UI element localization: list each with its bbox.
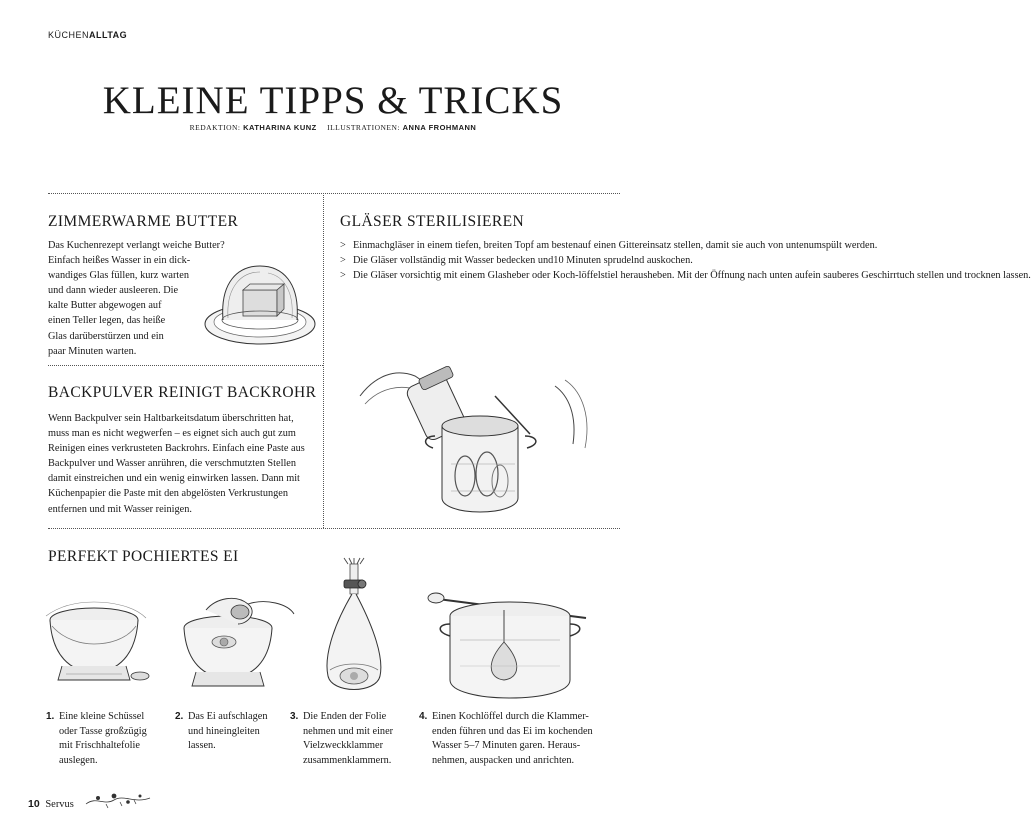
egg-heading: PERFEKT POCHIERTES EI bbox=[48, 548, 239, 565]
glasses-item-line: Einmachgläser in einem tiefen, breiten Topf am besten bbox=[353, 240, 578, 251]
glasses-item bbox=[340, 238, 1031, 253]
section-label-light: KÜCHEN bbox=[48, 30, 90, 40]
butter-line: Glas darüberstürzen und ein bbox=[48, 330, 164, 342]
section-label-bold: ALLTAG bbox=[89, 30, 128, 40]
page-footer bbox=[28, 798, 74, 810]
editor-role: REDAKTION: bbox=[189, 123, 241, 132]
butter-glass-illustration bbox=[198, 262, 318, 354]
divider-vertical bbox=[323, 193, 324, 528]
divider-mid-left bbox=[48, 365, 323, 366]
oven-text bbox=[48, 411, 305, 517]
oven-line: entfernen und mit Wasser reinigen. bbox=[48, 503, 192, 515]
section-label bbox=[48, 30, 127, 40]
glasses-item bbox=[340, 253, 1031, 268]
oven-line: damit einstreichen und ein wenig einwirken lassen. Dann mit bbox=[48, 473, 300, 485]
step-line: auslegen. bbox=[59, 754, 98, 766]
glasses-item-line: Die Gläser vollständig mit Wasser bedecken und bbox=[353, 255, 554, 267]
oven-heading: BACKPULVER REINIGT BACKROHR bbox=[48, 384, 317, 401]
egg-step-4 bbox=[419, 710, 629, 770]
step-line: enden führen und das Ei im kochenden bbox=[432, 725, 593, 737]
illustrator-name: ANNA FROHMANN bbox=[402, 123, 477, 132]
glasses-item bbox=[340, 268, 1031, 283]
butter-line: und dann wieder ausleeren. Die bbox=[48, 285, 179, 297]
pot-with-spoon-illustration bbox=[430, 580, 590, 702]
step-line: nehmen und mit einer bbox=[303, 725, 394, 737]
butter-line: paar Minuten warten. bbox=[48, 345, 137, 357]
egg-step-2 bbox=[175, 710, 285, 770]
step-line: lassen. bbox=[188, 740, 216, 752]
butter-line: wandiges Glas füllen, kurz warten bbox=[48, 270, 189, 282]
butter-line: Einfach heißes Wasser in ein dick- bbox=[48, 255, 191, 267]
step-line: und hineingleiten bbox=[188, 725, 260, 737]
magazine-name: Servus bbox=[45, 799, 74, 810]
egg-step-3 bbox=[290, 710, 415, 770]
editor-name: KATHARINA KUNZ bbox=[243, 123, 317, 132]
page-title: KLEINE TIPPS & TRICKS bbox=[102, 79, 564, 122]
step-line: Eine kleine Schüssel bbox=[59, 711, 145, 722]
step-line: mit Frischhaltefolie bbox=[59, 740, 140, 752]
step-line: Das Ei aufschlagen bbox=[188, 711, 268, 722]
step-line: zusammenklammern. bbox=[303, 754, 392, 766]
step-line: Die Enden der Folie bbox=[303, 711, 387, 722]
illustrator-role: ILLUSTRATIONEN: bbox=[327, 123, 401, 132]
glasses-item-line: Die Gläser vorsichtig mit einem Glasheber oder Koch- bbox=[353, 270, 579, 282]
step-number: 4. bbox=[419, 711, 428, 722]
oven-line: Reinigen eines verkrusteten Backrohrs. Einfach eine Paste aus bbox=[48, 443, 305, 455]
butter-line: einen Teller legen, das heiße bbox=[48, 315, 166, 327]
glasses-item-line: ein sauberes Geschirrtuch stellen und trocknen lassen. bbox=[808, 270, 1031, 282]
step-line: oder Tasse großzügig bbox=[59, 725, 147, 737]
egg-cracking-illustration bbox=[176, 590, 298, 702]
glasses-heading: GLÄSER STERILISIEREN bbox=[340, 213, 525, 230]
step-line: Vielzweckklammer bbox=[303, 740, 384, 752]
oven-line: muss man es nicht wegwerfen – es eignet sich auch gut zum bbox=[48, 428, 296, 440]
credits bbox=[0, 123, 666, 132]
step-line: Wasser 5–7 Minuten garen. Heraus- bbox=[432, 740, 581, 752]
step-number: 1. bbox=[46, 711, 55, 722]
page-number: 10 bbox=[28, 798, 40, 810]
oven-line: Backpulver und Wasser anrühren, die verschmutzten Stellen bbox=[48, 458, 297, 470]
pot-with-jars-illustration bbox=[355, 356, 595, 521]
egg-step-1 bbox=[46, 710, 161, 770]
divider-top bbox=[48, 193, 620, 194]
oven-line: Küchenpapier die Paste mit den abgelösten Verkrustungen bbox=[48, 488, 289, 500]
step-line: nehmen, auspacken und anrichten. bbox=[432, 754, 575, 766]
butter-line: Das Kuchenrezept verlangt weiche Butter? bbox=[48, 240, 225, 251]
glasses-list bbox=[340, 238, 1031, 283]
glasses-item-line: 10 Minuten sprudelnd auskochen. bbox=[553, 255, 693, 267]
glasses-item-line: auf einen Gittereinsatz stellen, damit sie auch von unten bbox=[577, 240, 809, 251]
glasses-item-line: löffelstiel herausheben. Mit der Öffnung nach unten auf bbox=[578, 270, 809, 282]
butter-heading: ZIMMERWARME BUTTER bbox=[48, 213, 239, 230]
floral-ornament-icon bbox=[84, 790, 154, 810]
clipped-foil-bag-illustration bbox=[322, 558, 388, 702]
glasses-item-line: umspült werden. bbox=[808, 240, 878, 251]
bowl-with-foil-illustration bbox=[42, 600, 154, 702]
oven-line: Wenn Backpulver sein Haltbarkeitsdatum überschritten hat, bbox=[48, 413, 294, 424]
step-number: 2. bbox=[175, 711, 184, 722]
step-number: 3. bbox=[290, 711, 299, 722]
butter-line: kalte Butter abgewogen auf bbox=[48, 300, 162, 312]
step-line: Einen Kochlöffel durch die Klammer- bbox=[432, 711, 589, 722]
divider-bottom bbox=[48, 528, 620, 529]
